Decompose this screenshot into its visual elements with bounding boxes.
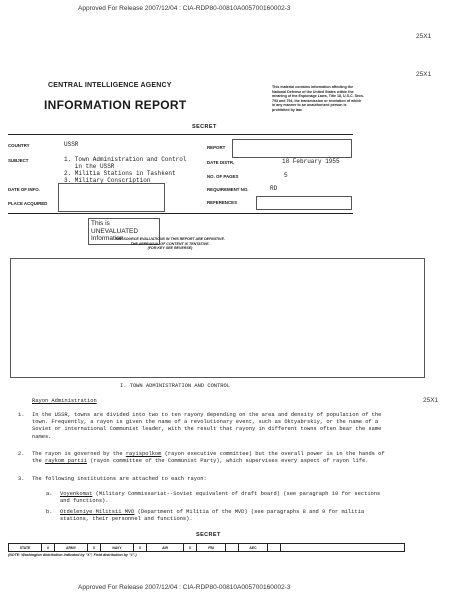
place-acquired-label: PLACE ACQUIRED bbox=[8, 201, 48, 206]
distribution-strip bbox=[8, 543, 405, 552]
unevaluated-line-2: Information bbox=[91, 235, 124, 242]
subject-item: 2. Militia Stations in Tashkent bbox=[64, 170, 176, 177]
dist-army-label: ARMY bbox=[55, 544, 88, 551]
redaction-box-report bbox=[232, 139, 352, 158]
paragraph-2-text-c: (rayon committee of the Communist Party), which supervises every aspect of rayon life. bbox=[87, 458, 369, 465]
release-stamp-top: Approved For Release 2007/12/04 : CIA-RDP80-00810A005700160002-3 bbox=[78, 5, 291, 12]
dist-fbi-label: FBI bbox=[197, 544, 226, 551]
release-stamp-bottom: Approved For Release 2007/12/04 : CIA-RDP80-00810A005700160002-3 bbox=[78, 584, 291, 591]
dist-fbi-mark bbox=[226, 544, 239, 551]
evaluation-note bbox=[80, 237, 260, 251]
requirement-value: RD bbox=[270, 185, 278, 192]
dist-air-mark: X bbox=[184, 544, 197, 551]
dist-navy-label: NAVY bbox=[101, 544, 134, 551]
redaction-box-date-place bbox=[58, 183, 165, 212]
subject-label: SUBJECT bbox=[8, 158, 29, 163]
pages-value: 5 bbox=[284, 172, 288, 179]
form-rule-bottom bbox=[8, 213, 353, 214]
paragraph-2 bbox=[32, 451, 397, 465]
term-otdeleniye-militsii: Otdeleniye Militsii MVD bbox=[60, 509, 135, 515]
espionage-notice: This material contains information affecting the National Defense of the United States within the meaning of the Espionage Laws, Title 18, U.S.C. Secs. 793 and 794, the transmission or revelation of which in any manner to an unauthorized person is prohibited by law. bbox=[272, 85, 364, 112]
paragraph-1: In the USSR, towns are divided into two to ten rayony depending on the area and density of population of the town. Frequently, a rayon is given the name of a revolutionary event, such as Oktyabrskiy, or the name of a Soviet or international Communist leader, with the result that rayony in different towns often bear the same names. bbox=[32, 412, 382, 440]
dist-state-mark: X bbox=[42, 544, 55, 551]
date-distr-value: 18 February 1955 bbox=[282, 158, 340, 165]
form-rule-top bbox=[8, 134, 353, 135]
marking-25x1-header: 25X1 bbox=[416, 71, 432, 78]
section-title: I. TOWN ADMINISTRATION AND CONTROL bbox=[120, 383, 230, 389]
paragraph-3-number: 3. bbox=[18, 476, 25, 482]
paragraph-3: The following institutions are attached to each rayon: bbox=[32, 476, 207, 482]
paragraph-2-number: 2. bbox=[18, 451, 25, 457]
dist-aec-mark bbox=[268, 544, 281, 551]
unevaluated-line-1: This is UNEVALUATED bbox=[91, 220, 139, 235]
subject-item: in the USSR bbox=[64, 163, 115, 170]
subject-item: 3. Military Conscription bbox=[64, 177, 151, 184]
references-label: REFERENCES bbox=[207, 200, 238, 205]
country-value: USSR bbox=[64, 141, 79, 148]
classification-bottom: SECRET bbox=[196, 532, 221, 538]
item-a-text: (Military Commissariat--Soviet equivalent of draft board) (see paragraph 10 for sections and functions). bbox=[60, 491, 381, 505]
pages-label: NO. OF PAGES bbox=[207, 174, 239, 179]
marking-25x1-top: 25X1 bbox=[416, 33, 432, 40]
subsection-title: Rayon Administration bbox=[32, 398, 97, 404]
date-info-label: DATE OF INFO. bbox=[8, 187, 40, 192]
evaluation-note-line-3: (FOR KEY SEE REVERSE) bbox=[147, 246, 193, 251]
item-a-letter: a. bbox=[46, 491, 53, 497]
term-voyenkomat: Voyenkomat bbox=[60, 491, 93, 497]
item-b-letter: b. bbox=[46, 509, 53, 515]
dist-air-label: AIR bbox=[147, 544, 184, 551]
dist-navy-mark: X bbox=[134, 544, 147, 551]
dist-army-mark: X bbox=[88, 544, 101, 551]
marking-25x1-body: 25X1 bbox=[423, 397, 439, 404]
item-a bbox=[60, 491, 390, 505]
classification-top: SECRET bbox=[192, 124, 217, 130]
agency-name: CENTRAL INTELLIGENCE AGENCY bbox=[48, 82, 172, 89]
dist-blank bbox=[281, 544, 404, 551]
redaction-box-large bbox=[10, 258, 425, 378]
redaction-box-references bbox=[256, 196, 352, 210]
item-b-text: (Department of Militia of the MVD) (see paragraphs 8 and 9 for militia stations, their personnel and functions). bbox=[60, 509, 365, 523]
date-distr-label: DATE DISTR. bbox=[207, 160, 235, 165]
report-title: INFORMATION REPORT bbox=[44, 98, 187, 112]
term-raykom-partii: raykom partii bbox=[44, 458, 88, 465]
paragraph-1-number: 1. bbox=[18, 412, 25, 418]
country-label: COUNTRY bbox=[8, 143, 30, 148]
dist-state-label: STATE bbox=[9, 544, 42, 551]
paragraph-2-text-a: The rayon is governed by the bbox=[32, 451, 126, 457]
subject-list bbox=[64, 156, 186, 184]
distribution-note: (NOTE: Washington distribution indicated by "X"; Field distribution by "#".) bbox=[8, 553, 137, 557]
requirement-label: REQUIREMENT NO. bbox=[207, 187, 249, 192]
subject-item: 1. Town Administration and Control bbox=[64, 156, 187, 163]
report-label: REPORT bbox=[207, 145, 226, 150]
dist-aec-label: AEC bbox=[239, 544, 268, 551]
evaluation-note-line-1: THE SOURCE EVALUATIONS IN THIS REPORT ARE DEFINITIVE. bbox=[115, 237, 225, 241]
item-b bbox=[60, 509, 390, 523]
evaluation-note-line-2: THE APPRAISAL OF CONTENT IS TENTATIVE. bbox=[130, 241, 210, 246]
term-rayispolkom: rayispolkom bbox=[125, 451, 162, 457]
paragraph-2-text-b: (rayon executive committee) but the overall power is in the hands of the bbox=[32, 451, 385, 465]
